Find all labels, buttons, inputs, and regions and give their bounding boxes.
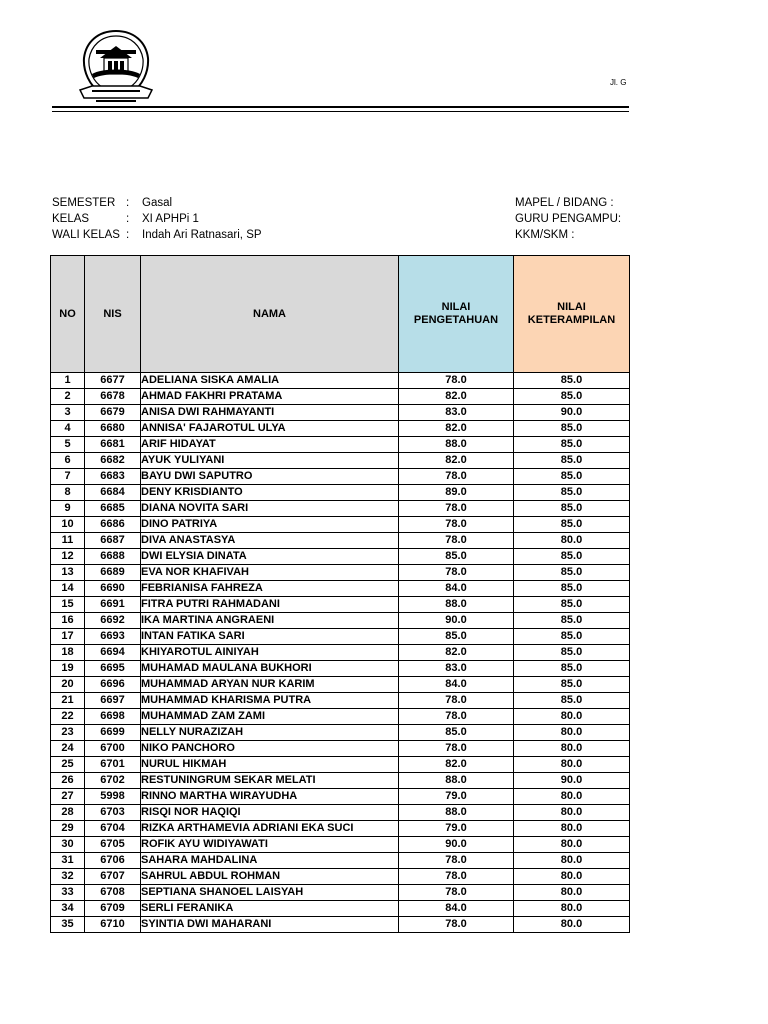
row-nis: 6680 xyxy=(85,421,141,437)
semester-row: SEMESTER : Gasal xyxy=(52,197,173,209)
mapel-label: MAPEL / BIDANG : xyxy=(515,197,614,209)
row-nama: MUHAMMAD ZAM ZAMI xyxy=(141,709,399,725)
row-nama: SEPTIANA SHANOEL LAISYAH xyxy=(141,885,399,901)
row-nilai-pengetahuan: 88.0 xyxy=(399,597,514,613)
address-fragment: Jl. G xyxy=(610,78,627,87)
row-nilai-keterampilan: 85.0 xyxy=(514,453,630,469)
row-nis: 6683 xyxy=(85,469,141,485)
row-nilai-keterampilan: 85.0 xyxy=(514,485,630,501)
table-row xyxy=(51,453,630,469)
table-row xyxy=(51,373,630,389)
row-nilai-keterampilan: 85.0 xyxy=(514,517,630,533)
row-nis: 6701 xyxy=(85,757,141,773)
table-row xyxy=(51,725,630,741)
row-nama: FITRA PUTRI RAHMADANI xyxy=(141,597,399,613)
table-row xyxy=(51,485,630,501)
row-no: 13 xyxy=(51,565,85,581)
row-nis: 6697 xyxy=(85,693,141,709)
row-nilai-pengetahuan: 82.0 xyxy=(399,757,514,773)
row-nilai-pengetahuan: 85.0 xyxy=(399,549,514,565)
row-nilai-keterampilan: 85.0 xyxy=(514,613,630,629)
subject-info xyxy=(515,195,621,243)
row-nilai-pengetahuan: 78.0 xyxy=(399,373,514,389)
row-nama: IKA MARTINA ANGRAENI xyxy=(141,613,399,629)
row-nama: ADELIANA SISKA AMALIA xyxy=(141,373,399,389)
row-nama: DIVA ANASTASYA xyxy=(141,533,399,549)
row-nilai-keterampilan: 80.0 xyxy=(514,901,630,917)
row-nis: 6677 xyxy=(85,373,141,389)
row-nilai-pengetahuan: 89.0 xyxy=(399,485,514,501)
row-nilai-keterampilan: 85.0 xyxy=(514,565,630,581)
row-nama: MUHAMMAD ARYAN NUR KARIM xyxy=(141,677,399,693)
row-nilai-pengetahuan: 85.0 xyxy=(399,629,514,645)
table-row xyxy=(51,565,630,581)
row-no: 6 xyxy=(51,453,85,469)
row-nis: 6691 xyxy=(85,597,141,613)
row-nilai-keterampilan: 90.0 xyxy=(514,405,630,421)
table-row xyxy=(51,741,630,757)
row-nama: SYINTIA DWI MAHARANI xyxy=(141,917,399,933)
row-nis: 6678 xyxy=(85,389,141,405)
table-row xyxy=(51,821,630,837)
row-nilai-keterampilan: 80.0 xyxy=(514,741,630,757)
row-nilai-keterampilan: 80.0 xyxy=(514,853,630,869)
row-nis: 6698 xyxy=(85,709,141,725)
row-no: 7 xyxy=(51,469,85,485)
row-nilai-keterampilan: 80.0 xyxy=(514,869,630,885)
row-nilai-keterampilan: 80.0 xyxy=(514,821,630,837)
row-nilai-pengetahuan: 78.0 xyxy=(399,885,514,901)
row-nilai-pengetahuan: 83.0 xyxy=(399,661,514,677)
row-no: 23 xyxy=(51,725,85,741)
table-row xyxy=(51,805,630,821)
row-nama: ANISA DWI RAHMAYANTI xyxy=(141,405,399,421)
header-no: NO xyxy=(51,256,85,373)
row-nis: 6685 xyxy=(85,501,141,517)
row-nilai-keterampilan: 80.0 xyxy=(514,805,630,821)
table-row xyxy=(51,789,630,805)
table-body xyxy=(51,373,630,933)
row-no: 2 xyxy=(51,389,85,405)
header-nama: NAMA xyxy=(141,256,399,373)
row-nilai-keterampilan: 85.0 xyxy=(514,693,630,709)
row-no: 16 xyxy=(51,613,85,629)
kelas-label: KELAS xyxy=(52,213,90,225)
row-no: 29 xyxy=(51,821,85,837)
semester-label: SEMESTER xyxy=(52,197,116,209)
header-nis: NIS xyxy=(85,256,141,373)
row-nilai-pengetahuan: 90.0 xyxy=(399,837,514,853)
row-nama: ANNISA' FAJAROTUL ULYA xyxy=(141,421,399,437)
row-nis: 6682 xyxy=(85,453,141,469)
kelas-value: XI APHPi 1 xyxy=(142,213,199,225)
row-nilai-keterampilan: 80.0 xyxy=(514,757,630,773)
row-nilai-keterampilan: 80.0 xyxy=(514,533,630,549)
row-nama: SERLI FERANIKA xyxy=(141,901,399,917)
row-nilai-keterampilan: 80.0 xyxy=(514,709,630,725)
row-nama: MUHAMMAD KHARISMA PUTRA xyxy=(141,693,399,709)
row-no: 11 xyxy=(51,533,85,549)
row-nis: 6703 xyxy=(85,805,141,821)
row-nilai-keterampilan: 85.0 xyxy=(514,581,630,597)
row-nis: 6687 xyxy=(85,533,141,549)
wali-kelas-value: Indah Ari Ratnasari, SP xyxy=(142,229,262,241)
row-nis: 6688 xyxy=(85,549,141,565)
row-nis: 6699 xyxy=(85,725,141,741)
row-nilai-pengetahuan: 88.0 xyxy=(399,437,514,453)
row-nilai-pengetahuan: 78.0 xyxy=(399,693,514,709)
row-no: 26 xyxy=(51,773,85,789)
row-nama: FEBRIANISA FAHREZA xyxy=(141,581,399,597)
header-rule-thick xyxy=(52,106,629,108)
row-nis: 6694 xyxy=(85,645,141,661)
row-nama: DENY KRISDIANTO xyxy=(141,485,399,501)
row-nilai-keterampilan: 85.0 xyxy=(514,549,630,565)
row-nama: NIKO PANCHORO xyxy=(141,741,399,757)
row-nama: RISQI NOR HAQIQI xyxy=(141,805,399,821)
table-row xyxy=(51,405,630,421)
row-nilai-keterampilan: 85.0 xyxy=(514,645,630,661)
row-nis: 6689 xyxy=(85,565,141,581)
row-nilai-pengetahuan: 78.0 xyxy=(399,517,514,533)
row-nis: 6693 xyxy=(85,629,141,645)
row-nilai-keterampilan: 85.0 xyxy=(514,469,630,485)
row-no: 19 xyxy=(51,661,85,677)
row-nilai-pengetahuan: 85.0 xyxy=(399,725,514,741)
row-nama: SAHRUL ABDUL ROHMAN xyxy=(141,869,399,885)
table-row xyxy=(51,533,630,549)
row-no: 12 xyxy=(51,549,85,565)
table-row xyxy=(51,901,630,917)
row-no: 4 xyxy=(51,421,85,437)
row-no: 17 xyxy=(51,629,85,645)
row-no: 20 xyxy=(51,677,85,693)
row-nis: 6708 xyxy=(85,885,141,901)
table-row xyxy=(51,389,630,405)
row-nilai-pengetahuan: 82.0 xyxy=(399,453,514,469)
table-row xyxy=(51,581,630,597)
row-no: 3 xyxy=(51,405,85,421)
row-nilai-pengetahuan: 78.0 xyxy=(399,917,514,933)
row-nilai-keterampilan: 90.0 xyxy=(514,773,630,789)
kelas-row: KELAS : XI APHPi 1 xyxy=(52,213,199,225)
row-nilai-keterampilan: 80.0 xyxy=(514,885,630,901)
row-no: 31 xyxy=(51,853,85,869)
table-row xyxy=(51,837,630,853)
row-nis: 6679 xyxy=(85,405,141,421)
wali-kelas-label: WALI KELAS xyxy=(52,229,120,241)
table-row xyxy=(51,869,630,885)
row-no: 35 xyxy=(51,917,85,933)
row-nilai-pengetahuan: 78.0 xyxy=(399,469,514,485)
row-nis: 5998 xyxy=(85,789,141,805)
row-nis: 6706 xyxy=(85,853,141,869)
row-nilai-keterampilan: 80.0 xyxy=(514,917,630,933)
row-no: 5 xyxy=(51,437,85,453)
row-nama: NURUL HIKMAH xyxy=(141,757,399,773)
row-no: 33 xyxy=(51,885,85,901)
row-no: 27 xyxy=(51,789,85,805)
table-row xyxy=(51,501,630,517)
row-nilai-pengetahuan: 79.0 xyxy=(399,821,514,837)
row-nis: 6700 xyxy=(85,741,141,757)
row-nis: 6702 xyxy=(85,773,141,789)
row-no: 28 xyxy=(51,805,85,821)
row-nilai-keterampilan: 85.0 xyxy=(514,501,630,517)
row-nis: 6707 xyxy=(85,869,141,885)
row-no: 30 xyxy=(51,837,85,853)
row-nama: ARIF HIDAYAT xyxy=(141,437,399,453)
row-nama: SAHARA MAHDALINA xyxy=(141,853,399,869)
table-row xyxy=(51,677,630,693)
row-nama: EVA NOR KHAFIVAH xyxy=(141,565,399,581)
wali-kelas-row: WALI KELAS : Indah Ari Ratnasari, SP xyxy=(52,229,262,241)
row-nilai-pengetahuan: 82.0 xyxy=(399,389,514,405)
row-nilai-keterampilan: 85.0 xyxy=(514,421,630,437)
row-nilai-pengetahuan: 83.0 xyxy=(399,405,514,421)
row-nilai-pengetahuan: 88.0 xyxy=(399,805,514,821)
row-nama: KHIYAROTUL AINIYAH xyxy=(141,645,399,661)
row-nilai-keterampilan: 85.0 xyxy=(514,629,630,645)
row-nis: 6684 xyxy=(85,485,141,501)
row-nama: DIANA NOVITA SARI xyxy=(141,501,399,517)
table-row xyxy=(51,853,630,869)
row-nis: 6696 xyxy=(85,677,141,693)
row-nilai-keterampilan: 85.0 xyxy=(514,373,630,389)
row-no: 18 xyxy=(51,645,85,661)
header-nilai-keterampilan: NILAI KETERAMPILAN xyxy=(514,256,630,373)
row-nilai-keterampilan: 85.0 xyxy=(514,677,630,693)
row-no: 9 xyxy=(51,501,85,517)
table-row xyxy=(51,629,630,645)
row-nis: 6681 xyxy=(85,437,141,453)
table-row xyxy=(51,693,630,709)
row-no: 25 xyxy=(51,757,85,773)
row-nilai-pengetahuan: 78.0 xyxy=(399,869,514,885)
row-no: 32 xyxy=(51,869,85,885)
row-nis: 6695 xyxy=(85,661,141,677)
row-no: 24 xyxy=(51,741,85,757)
row-nilai-pengetahuan: 84.0 xyxy=(399,677,514,693)
row-no: 8 xyxy=(51,485,85,501)
header-rule-thin xyxy=(52,111,629,112)
table-row xyxy=(51,661,630,677)
kkm-label: KKM/SKM : xyxy=(515,229,575,241)
row-nilai-pengetahuan: 78.0 xyxy=(399,501,514,517)
row-no: 15 xyxy=(51,597,85,613)
row-nilai-pengetahuan: 79.0 xyxy=(399,789,514,805)
table-row xyxy=(51,885,630,901)
row-nis: 6686 xyxy=(85,517,141,533)
row-nilai-pengetahuan: 78.0 xyxy=(399,565,514,581)
table-row xyxy=(51,437,630,453)
row-nis: 6705 xyxy=(85,837,141,853)
row-nilai-pengetahuan: 78.0 xyxy=(399,741,514,757)
row-nama: DWI ELYSIA DINATA xyxy=(141,549,399,565)
row-no: 10 xyxy=(51,517,85,533)
row-nilai-pengetahuan: 82.0 xyxy=(399,421,514,437)
row-nilai-keterampilan: 85.0 xyxy=(514,389,630,405)
table-row xyxy=(51,709,630,725)
row-nama: RINNO MARTHA WIRAYUDHA xyxy=(141,789,399,805)
row-no: 1 xyxy=(51,373,85,389)
table-row xyxy=(51,645,630,661)
row-nilai-pengetahuan: 88.0 xyxy=(399,773,514,789)
row-nilai-keterampilan: 80.0 xyxy=(514,789,630,805)
row-nama: INTAN FATIKA SARI xyxy=(141,629,399,645)
table-row xyxy=(51,757,630,773)
row-nilai-keterampilan: 85.0 xyxy=(514,597,630,613)
table-row xyxy=(51,469,630,485)
row-nilai-keterampilan: 85.0 xyxy=(514,437,630,453)
table-row xyxy=(51,549,630,565)
table-row xyxy=(51,773,630,789)
table-row xyxy=(51,517,630,533)
row-nis: 6710 xyxy=(85,917,141,933)
row-no: 14 xyxy=(51,581,85,597)
row-nama: BAYU DWI SAPUTRO xyxy=(141,469,399,485)
class-info xyxy=(52,195,262,243)
row-nilai-keterampilan: 80.0 xyxy=(514,837,630,853)
table-header-row xyxy=(51,256,630,373)
row-nama: AHMAD FAKHRI PRATAMA xyxy=(141,389,399,405)
row-nama: RESTUNINGRUM SEKAR MELATI xyxy=(141,773,399,789)
row-nama: ROFIK AYU WIDIYAWATI xyxy=(141,837,399,853)
row-nama: RIZKA ARTHAMEVIA ADRIANI EKA SUCI xyxy=(141,821,399,837)
table-row xyxy=(51,597,630,613)
row-nilai-keterampilan: 85.0 xyxy=(514,661,630,677)
row-nama: MUHAMAD MAULANA BUKHORI xyxy=(141,661,399,677)
grades-table xyxy=(50,255,630,933)
row-nama: AYUK YULIYANI xyxy=(141,453,399,469)
row-nis: 6704 xyxy=(85,821,141,837)
table-row xyxy=(51,917,630,933)
row-nilai-pengetahuan: 90.0 xyxy=(399,613,514,629)
table-row xyxy=(51,421,630,437)
row-nilai-pengetahuan: 78.0 xyxy=(399,533,514,549)
row-nilai-pengetahuan: 84.0 xyxy=(399,901,514,917)
row-nis: 6690 xyxy=(85,581,141,597)
row-nilai-pengetahuan: 78.0 xyxy=(399,709,514,725)
table-row xyxy=(51,613,630,629)
provincial-crest-icon xyxy=(78,28,154,104)
row-nis: 6709 xyxy=(85,901,141,917)
semester-value: Gasal xyxy=(142,197,173,209)
row-nilai-pengetahuan: 78.0 xyxy=(399,853,514,869)
row-nilai-keterampilan: 80.0 xyxy=(514,725,630,741)
header-nilai-pengetahuan: NILAI PENGETAHUAN xyxy=(399,256,514,373)
row-no: 34 xyxy=(51,901,85,917)
row-nama: NELLY NURAZIZAH xyxy=(141,725,399,741)
guru-pengampu-label: GURU PENGAMPU: xyxy=(515,213,622,225)
row-no: 21 xyxy=(51,693,85,709)
row-nama: DINO PATRIYA xyxy=(141,517,399,533)
row-no: 22 xyxy=(51,709,85,725)
row-nilai-pengetahuan: 84.0 xyxy=(399,581,514,597)
row-nis: 6692 xyxy=(85,613,141,629)
row-nilai-pengetahuan: 82.0 xyxy=(399,645,514,661)
